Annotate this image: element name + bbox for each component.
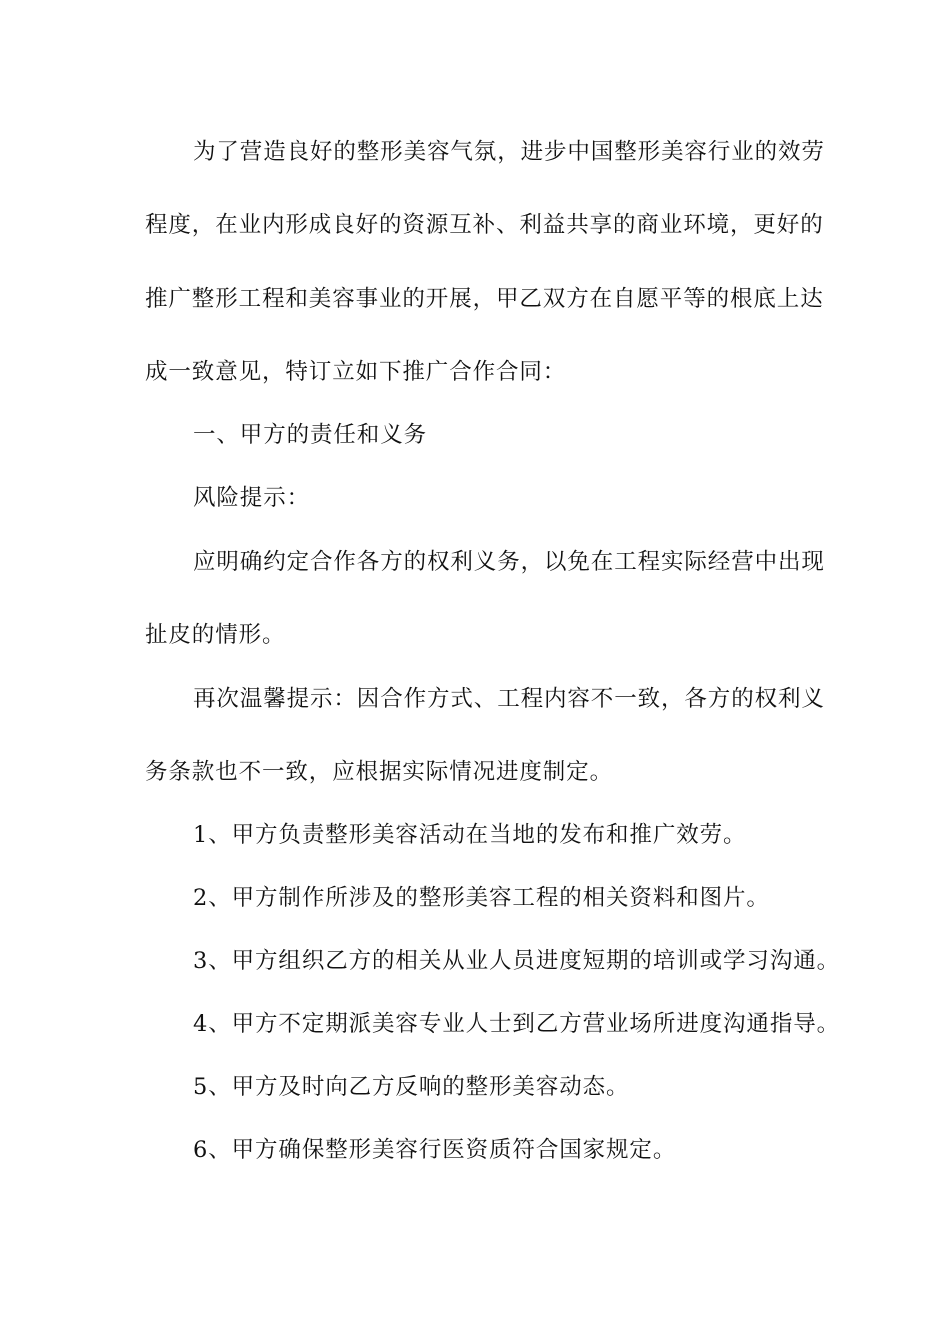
reminder-text-line-1: 再次温馨提示：因合作方式、工程内容不一致，各方的权利义 xyxy=(193,686,825,712)
intro-paragraph-line-2: 程度，在业内形成良好的资源互补、利益共享的商业环境，更好的 xyxy=(145,212,824,238)
section-heading: 一、甲方的责任和义务 xyxy=(193,422,428,448)
list-item: 3、甲方组织乙方的相关从业人员进度短期的培训或学习沟通。 xyxy=(193,948,841,974)
risk-text-line-1: 应明确约定合作各方的权利义务，以免在工程实际经营中出现 xyxy=(193,549,825,575)
list-item: 4、甲方不定期派美容专业人士到乙方营业场所进度沟通指导。 xyxy=(193,1011,841,1037)
list-item: 2、甲方制作所涉及的整形美容工程的相关资料和图片。 xyxy=(193,885,770,911)
list-item: 6、甲方确保整形美容行医资质符合国家规定。 xyxy=(193,1137,677,1163)
intro-paragraph-line-3: 推广整形工程和美容事业的开展，甲乙双方在自愿平等的根底上达 xyxy=(145,286,824,312)
risk-label: 风险提示： xyxy=(193,485,311,511)
reminder-text-line-2: 务条款也不一致，应根据实际情况进度制定。 xyxy=(145,759,614,785)
risk-text-line-2: 扯皮的情形。 xyxy=(145,622,286,648)
list-item: 5、甲方及时向乙方反响的整形美容动态。 xyxy=(193,1074,630,1100)
list-item: 1、甲方负责整形美容活动在当地的发布和推广效劳。 xyxy=(193,822,747,848)
intro-paragraph-line-4: 成一致意见，特订立如下推广合作合同： xyxy=(145,359,567,385)
intro-paragraph-line-1: 为了营造良好的整形美容气氛，进步中国整形美容行业的效劳 xyxy=(193,139,825,165)
